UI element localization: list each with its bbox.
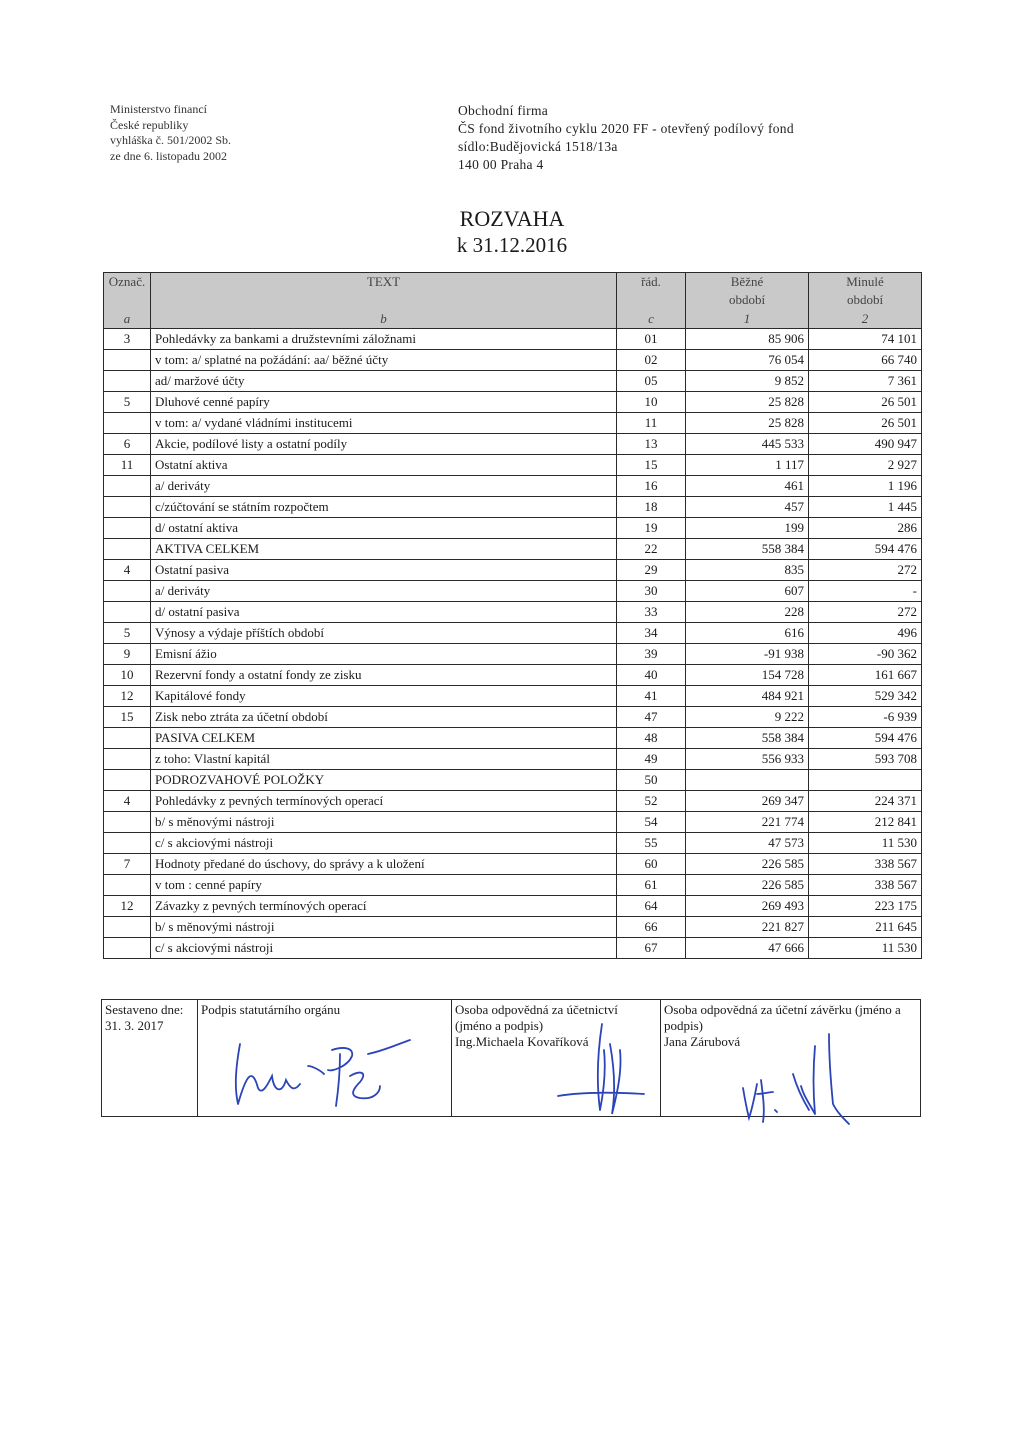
row-number-cell: 40 [617,665,686,686]
row-mark-cell: 6 [104,434,151,455]
row-current-value-cell: 154 728 [686,665,809,686]
firm-address: sídlo:Budějovická 1518/13a [458,139,618,154]
row-mark-cell [104,938,151,959]
row-text-cell: c/zúčtování se státním rozpočtem [151,497,617,518]
row-previous-value-cell: 338 567 [809,875,922,896]
row-previous-value-cell: 223 175 [809,896,922,917]
table-row [104,896,922,917]
closing-name: Jana Zárubová [664,1034,741,1049]
row-number-cell: 49 [617,749,686,770]
row-current-value-cell: 1 117 [686,455,809,476]
row-mark-cell [104,917,151,938]
row-number-cell: 33 [617,602,686,623]
row-mark-cell [104,581,151,602]
row-text-cell: Výnosy a výdaje příštích období [151,623,617,644]
firm-city: 140 00 Praha 4 [458,157,544,172]
header-blank [151,291,617,309]
firm-header [458,102,794,174]
row-current-value-cell: 269 493 [686,896,809,917]
row-current-value-cell: 226 585 [686,854,809,875]
row-mark-cell [104,833,151,854]
table-row [104,497,922,518]
row-current-value-cell: 226 585 [686,875,809,896]
row-previous-value-cell: 66 740 [809,350,922,371]
row-current-value-cell: 25 828 [686,392,809,413]
row-text-cell: ad/ maržové účty [151,371,617,392]
row-current-value-cell: 85 906 [686,329,809,350]
table-row [104,476,922,497]
col-header-text: TEXT [151,273,617,292]
row-previous-value-cell: 211 645 [809,917,922,938]
table-row [104,707,922,728]
decree-date-line: ze dne 6. listopadu 2002 [110,148,227,163]
row-text-cell: b/ s měnovými nástroji [151,812,617,833]
table-row [104,854,922,875]
row-current-value-cell: 269 347 [686,791,809,812]
row-number-cell: 19 [617,518,686,539]
row-text-cell: Ostatní aktiva [151,455,617,476]
row-text-cell: a/ deriváty [151,581,617,602]
row-mark-cell: 5 [104,392,151,413]
table-row [104,791,922,812]
table-row [104,623,922,644]
row-number-cell: 66 [617,917,686,938]
row-number-cell: 02 [617,350,686,371]
row-number-cell: 52 [617,791,686,812]
row-current-value-cell: 445 533 [686,434,809,455]
row-previous-value-cell: 26 501 [809,413,922,434]
row-text-cell: c/ s akciovými nástroji [151,833,617,854]
row-text-cell: Zisk nebo ztráta za účetní období [151,707,617,728]
row-previous-value-cell: 272 [809,602,922,623]
row-text-cell: c/ s akciovými nástroji [151,938,617,959]
row-mark-cell: 3 [104,329,151,350]
col-letter-b: b [151,309,617,329]
row-number-cell: 22 [617,539,686,560]
row-mark-cell [104,518,151,539]
row-number-cell: 48 [617,728,686,749]
row-mark-cell [104,728,151,749]
row-number-cell: 34 [617,623,686,644]
row-previous-value-cell: 161 667 [809,665,922,686]
statutory-label: Podpis statutárního orgánu [201,1002,341,1017]
row-mark-cell [104,371,151,392]
row-mark-cell [104,476,151,497]
row-previous-value-cell: 74 101 [809,329,922,350]
row-current-value-cell: 835 [686,560,809,581]
row-text-cell: d/ ostatní pasiva [151,602,617,623]
row-text-cell: v tom: a/ splatné na požádání: aa/ běžné účty [151,350,617,371]
table-row [104,833,922,854]
row-current-value-cell: 607 [686,581,809,602]
table-row [104,812,922,833]
row-mark-cell: 12 [104,686,151,707]
row-text-cell: Pohledávky za bankami a družstevními záložnami [151,329,617,350]
document-title [0,206,1024,258]
col-header-previous: Minulé [809,273,922,292]
row-current-value-cell: 9 222 [686,707,809,728]
row-number-cell: 39 [617,644,686,665]
row-current-value-cell: 228 [686,602,809,623]
accounting-label: Osoba odpovědná za účetnictví (jméno a podpis) [455,1002,618,1033]
row-text-cell: v tom : cenné papíry [151,875,617,896]
row-previous-value-cell: 338 567 [809,854,922,875]
col-letter-1: 1 [686,309,809,329]
row-previous-value-cell: 224 371 [809,791,922,812]
row-text-cell: b/ s měnovými nástroji [151,917,617,938]
firm-label: Obchodní firma [458,103,549,118]
row-current-value-cell: 47 666 [686,938,809,959]
statutory-signature [228,1026,448,1110]
table-row [104,413,922,434]
table-header-letters [104,309,922,329]
row-previous-value-cell: 594 476 [809,728,922,749]
row-number-cell: 16 [617,476,686,497]
table-header-subrow [104,291,922,309]
ministry-line: Ministerstvo financí [110,102,207,116]
table-row [104,875,922,896]
row-number-cell: 11 [617,413,686,434]
col-header-previous-period: období [809,291,922,309]
row-number-cell: 50 [617,770,686,791]
row-previous-value-cell: 272 [809,560,922,581]
row-current-value-cell: 9 852 [686,371,809,392]
row-mark-cell [104,497,151,518]
row-mark-cell: 10 [104,665,151,686]
row-mark-cell [104,749,151,770]
table-row [104,728,922,749]
row-current-value-cell: 616 [686,623,809,644]
compiled-label: Sestaveno dne: [105,1002,184,1017]
row-current-value-cell: 556 933 [686,749,809,770]
row-number-cell: 41 [617,686,686,707]
table-row [104,644,922,665]
row-number-cell: 64 [617,896,686,917]
row-text-cell: Akcie, podílové listy a ostatní podíly [151,434,617,455]
row-text-cell: z toho: Vlastní kapitál [151,749,617,770]
row-mark-cell [104,770,151,791]
compiled-date: 31. 3. 2017 [105,1018,164,1033]
row-text-cell: PODROZVAHOVÉ POLOŽKY [151,770,617,791]
table-row [104,392,922,413]
signature-table [101,999,921,1117]
table-row [104,350,922,371]
row-mark-cell [104,812,151,833]
table-row [104,938,922,959]
row-number-cell: 60 [617,854,686,875]
row-text-cell: v tom: a/ vydané vládními institucemi [151,413,617,434]
row-mark-cell: 12 [104,896,151,917]
row-mark-cell: 7 [104,854,151,875]
table-row [104,455,922,476]
table-row [104,917,922,938]
firm-name: ČS fond životního cyklu 2020 FF - otevřený podílový fond [458,121,794,136]
row-mark-cell [104,602,151,623]
table-row [104,686,922,707]
row-current-value-cell: 558 384 [686,539,809,560]
closing-cell [661,1000,921,1117]
row-current-value-cell: 76 054 [686,350,809,371]
header-blank [617,291,686,309]
compiled-cell [102,1000,198,1117]
row-previous-value-cell: -6 939 [809,707,922,728]
row-text-cell: AKTIVA CELKEM [151,539,617,560]
table-row [104,539,922,560]
table-row [104,581,922,602]
row-number-cell: 67 [617,938,686,959]
row-mark-cell [104,539,151,560]
accounting-cell [452,1000,661,1117]
col-header-current: Běžné [686,273,809,292]
col-header-mark: Označ. [104,273,151,292]
balance-sheet-table [103,272,922,959]
statutory-cell [198,1000,452,1117]
accounting-name: Ing.Michaela Kovaříková [455,1034,589,1049]
row-text-cell: Hodnoty předané do úschovy, do správy a k uložení [151,854,617,875]
row-previous-value-cell [809,770,922,791]
row-current-value-cell: 221 827 [686,917,809,938]
row-mark-cell: 11 [104,455,151,476]
closing-label: Osoba odpovědná za účetní závěrku (jméno a podpis) [664,1002,901,1033]
row-previous-value-cell: 1 196 [809,476,922,497]
decree-line: vyhláška č. 501/2002 Sb. [110,133,231,147]
ministry-line: České republiky [110,117,189,132]
row-text-cell: Dluhové cenné papíry [151,392,617,413]
row-previous-value-cell: 490 947 [809,434,922,455]
row-previous-value-cell: 1 445 [809,497,922,518]
ministry-header [110,102,231,164]
header-blank [104,291,151,309]
row-text-cell: PASIVA CELKEM [151,728,617,749]
col-letter-a: a [104,309,151,329]
row-previous-value-cell: 593 708 [809,749,922,770]
row-number-cell: 13 [617,434,686,455]
table-row [104,518,922,539]
row-previous-value-cell: 11 530 [809,833,922,854]
row-number-cell: 29 [617,560,686,581]
row-current-value-cell: 47 573 [686,833,809,854]
row-text-cell: d/ ostatní aktiva [151,518,617,539]
row-number-cell: 30 [617,581,686,602]
row-number-cell: 05 [617,371,686,392]
row-mark-cell: 4 [104,560,151,581]
table-row [104,665,922,686]
row-current-value-cell: 461 [686,476,809,497]
row-previous-value-cell: 496 [809,623,922,644]
row-number-cell: 61 [617,875,686,896]
table-header-row [104,273,922,292]
row-text-cell: Rezervní fondy a ostatní fondy ze zisku [151,665,617,686]
row-number-cell: 18 [617,497,686,518]
row-current-value-cell: 457 [686,497,809,518]
title-date: k 31.12.2016 [456,233,568,257]
row-number-cell: 47 [617,707,686,728]
row-previous-value-cell: 212 841 [809,812,922,833]
row-text-cell: Emisní ážio [151,644,617,665]
row-previous-value-cell: - [809,581,922,602]
row-previous-value-cell: 7 361 [809,371,922,392]
table-row [104,329,922,350]
row-mark-cell: 15 [104,707,151,728]
row-current-value-cell: 25 828 [686,413,809,434]
row-text-cell: Kapitálové fondy [151,686,617,707]
col-header-current-period: období [686,291,809,309]
row-previous-value-cell: -90 362 [809,644,922,665]
table-row [104,602,922,623]
row-text-cell: a/ deriváty [151,476,617,497]
table-row [104,560,922,581]
signature-row [102,1000,921,1117]
row-current-value-cell: 221 774 [686,812,809,833]
row-previous-value-cell: 286 [809,518,922,539]
row-number-cell: 54 [617,812,686,833]
row-text-cell: Závazky z pevných termínových operací [151,896,617,917]
col-letter-c: c [617,309,686,329]
row-current-value-cell: 484 921 [686,686,809,707]
col-letter-2: 2 [809,309,922,329]
row-previous-value-cell: 529 342 [809,686,922,707]
row-previous-value-cell: 26 501 [809,392,922,413]
row-number-cell: 55 [617,833,686,854]
row-mark-cell [104,413,151,434]
table-body [104,329,922,959]
row-previous-value-cell: 11 530 [809,938,922,959]
row-number-cell: 01 [617,329,686,350]
row-current-value-cell: 558 384 [686,728,809,749]
row-number-cell: 15 [617,455,686,476]
row-text-cell: Ostatní pasiva [151,560,617,581]
row-current-value-cell [686,770,809,791]
row-current-value-cell: 199 [686,518,809,539]
row-mark-cell: 4 [104,791,151,812]
table-row [104,371,922,392]
col-header-row: řád. [617,273,686,292]
row-mark-cell [104,350,151,371]
title-main: ROZVAHA [459,206,565,231]
row-text-cell: Pohledávky z pevných termínových operací [151,791,617,812]
row-previous-value-cell: 2 927 [809,455,922,476]
row-number-cell: 10 [617,392,686,413]
row-mark-cell: 9 [104,644,151,665]
table-row [104,749,922,770]
row-mark-cell: 5 [104,623,151,644]
row-mark-cell [104,875,151,896]
table-row [104,434,922,455]
row-previous-value-cell: 594 476 [809,539,922,560]
row-current-value-cell: -91 938 [686,644,809,665]
table-row [104,770,922,791]
